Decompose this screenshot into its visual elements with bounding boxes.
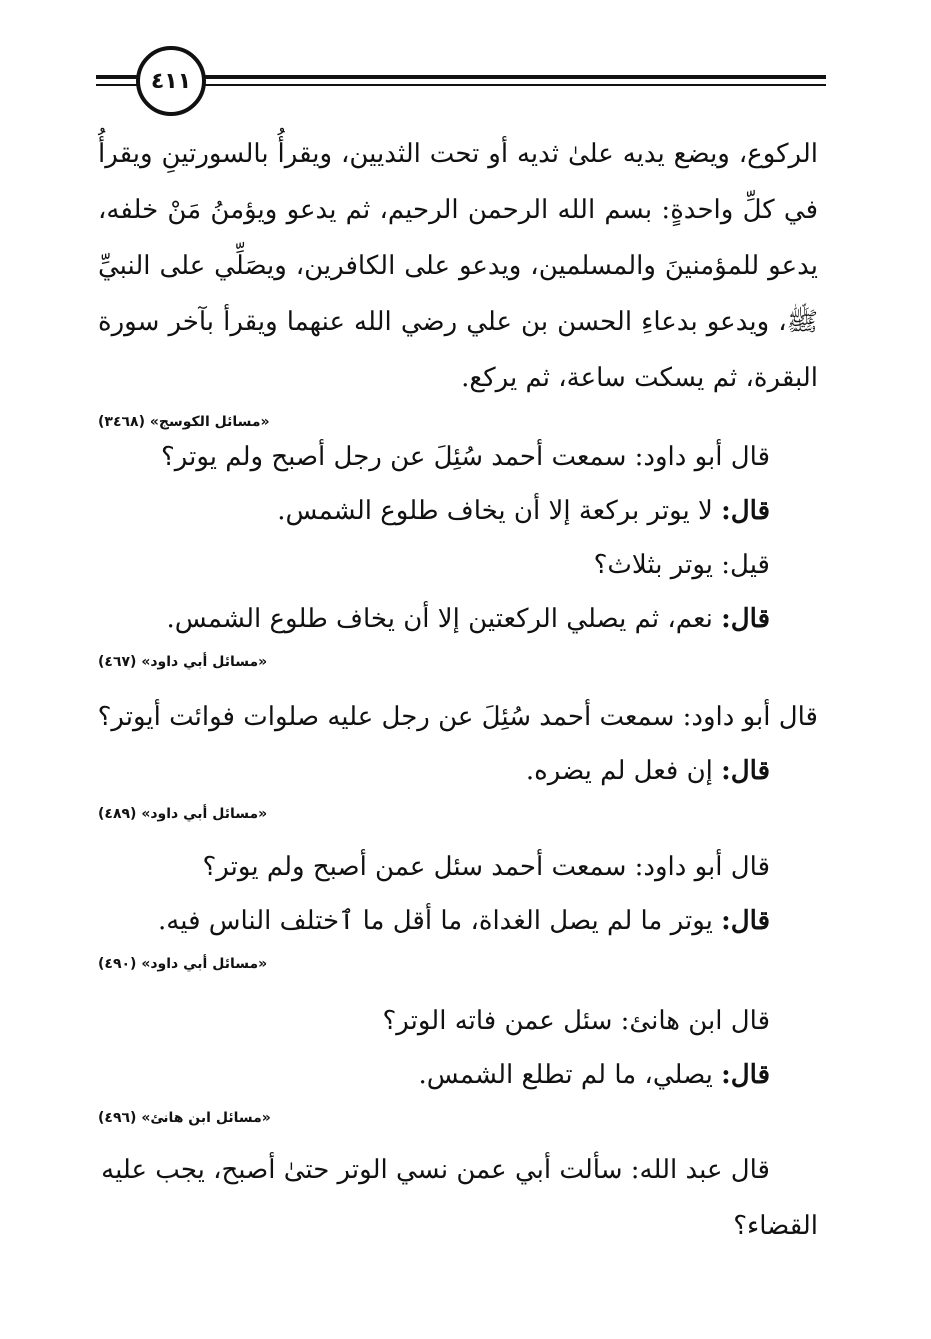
text-line: قال أبو داود: سمعت أحمد سُئِلَ عن رجل أصبح ولم يوتر؟ [160,442,770,472]
text-line: قال ابن هانئ: سئل عمن فاته الوتر؟ [382,1006,770,1036]
text-line: قال: نعم، ثم يصلي الركعتين إلا أن يخاف طلوع الشمس. [166,604,770,634]
paragraph [98,1198,818,1254]
text-line: قال: يصلي، ما لم تطلع الشمس. [418,1060,770,1090]
paragraph-line: ﷺ، ويدعو بدعاءِ الحسن بن علي رضي الله عنهما ويقرأ بآخر سورة البقرة، ثم [98,307,818,393]
page-header [96,46,826,112]
paragraph-line: يسكت ساعة، ثم يركع. [461,363,705,393]
source-citation: «مسائل أبي داود» (٤٩٠) [98,956,268,972]
source-citation: «مسائل أبي داود» (٤٦٧) [98,654,268,670]
text-line: قال أبو داود: سمعت أحمد سُئِلَ عن رجل عليه صلوات فوائت أيوتر؟ [97,702,818,732]
source-citation: «مسائل ابن هانئ» (٤٩٦) [98,1110,271,1126]
paragraph-line: قال عبد الله: سألت أبي عمن نسي الوتر حتىٰ أصبح، يجب عليه [101,1155,770,1185]
source-citation: «مسائل الكوسج» (٣٤٦٨) [98,414,270,430]
text-line: قال: إن فعل لم يضره. [525,756,770,786]
paragraph-line: يدعو للمؤمنينَ والمسلمين، ويدعو على الكافرين، ويصَلِّي على النبيِّ [98,251,818,281]
text-line: قيل: يوتر بثلاث؟ [593,550,770,580]
paragraph-line: الركوع، ويضع يديه علىٰ ثديه أو تحت الثديين، ويقرأُ بالسورتينِ ويقرأُ [98,139,818,169]
text-line: قال أبو داود: سمعت أحمد سئل عمن أصبح ولم يوتر؟ [202,852,770,882]
text-line: قال: لا يوتر بركعة إلا أن يخاف طلوع الشمس. [277,496,770,526]
text-block [98,1142,818,1254]
text-block [98,840,818,980]
text-block [98,994,818,1134]
paragraph-line: القضاء؟ [733,1211,818,1241]
text-block [98,126,818,438]
page-number: ٤١١ [136,46,206,116]
paragraph [98,1142,818,1198]
text-block [98,690,818,830]
paragraph [98,126,818,406]
source-citation: «مسائل أبي داود» (٤٨٩) [98,806,268,822]
text-block [98,430,818,678]
text-line: قال: يوتر ما لم يصل الغداة، ما أقل ما ٱختلف الناس فيه. [158,906,770,936]
paragraph-line: في كلِّ واحدةٍ: بسم الله الرحمن الرحيم، ثم يدعو ويؤمنُ مَنْ خلفه، [98,195,818,225]
